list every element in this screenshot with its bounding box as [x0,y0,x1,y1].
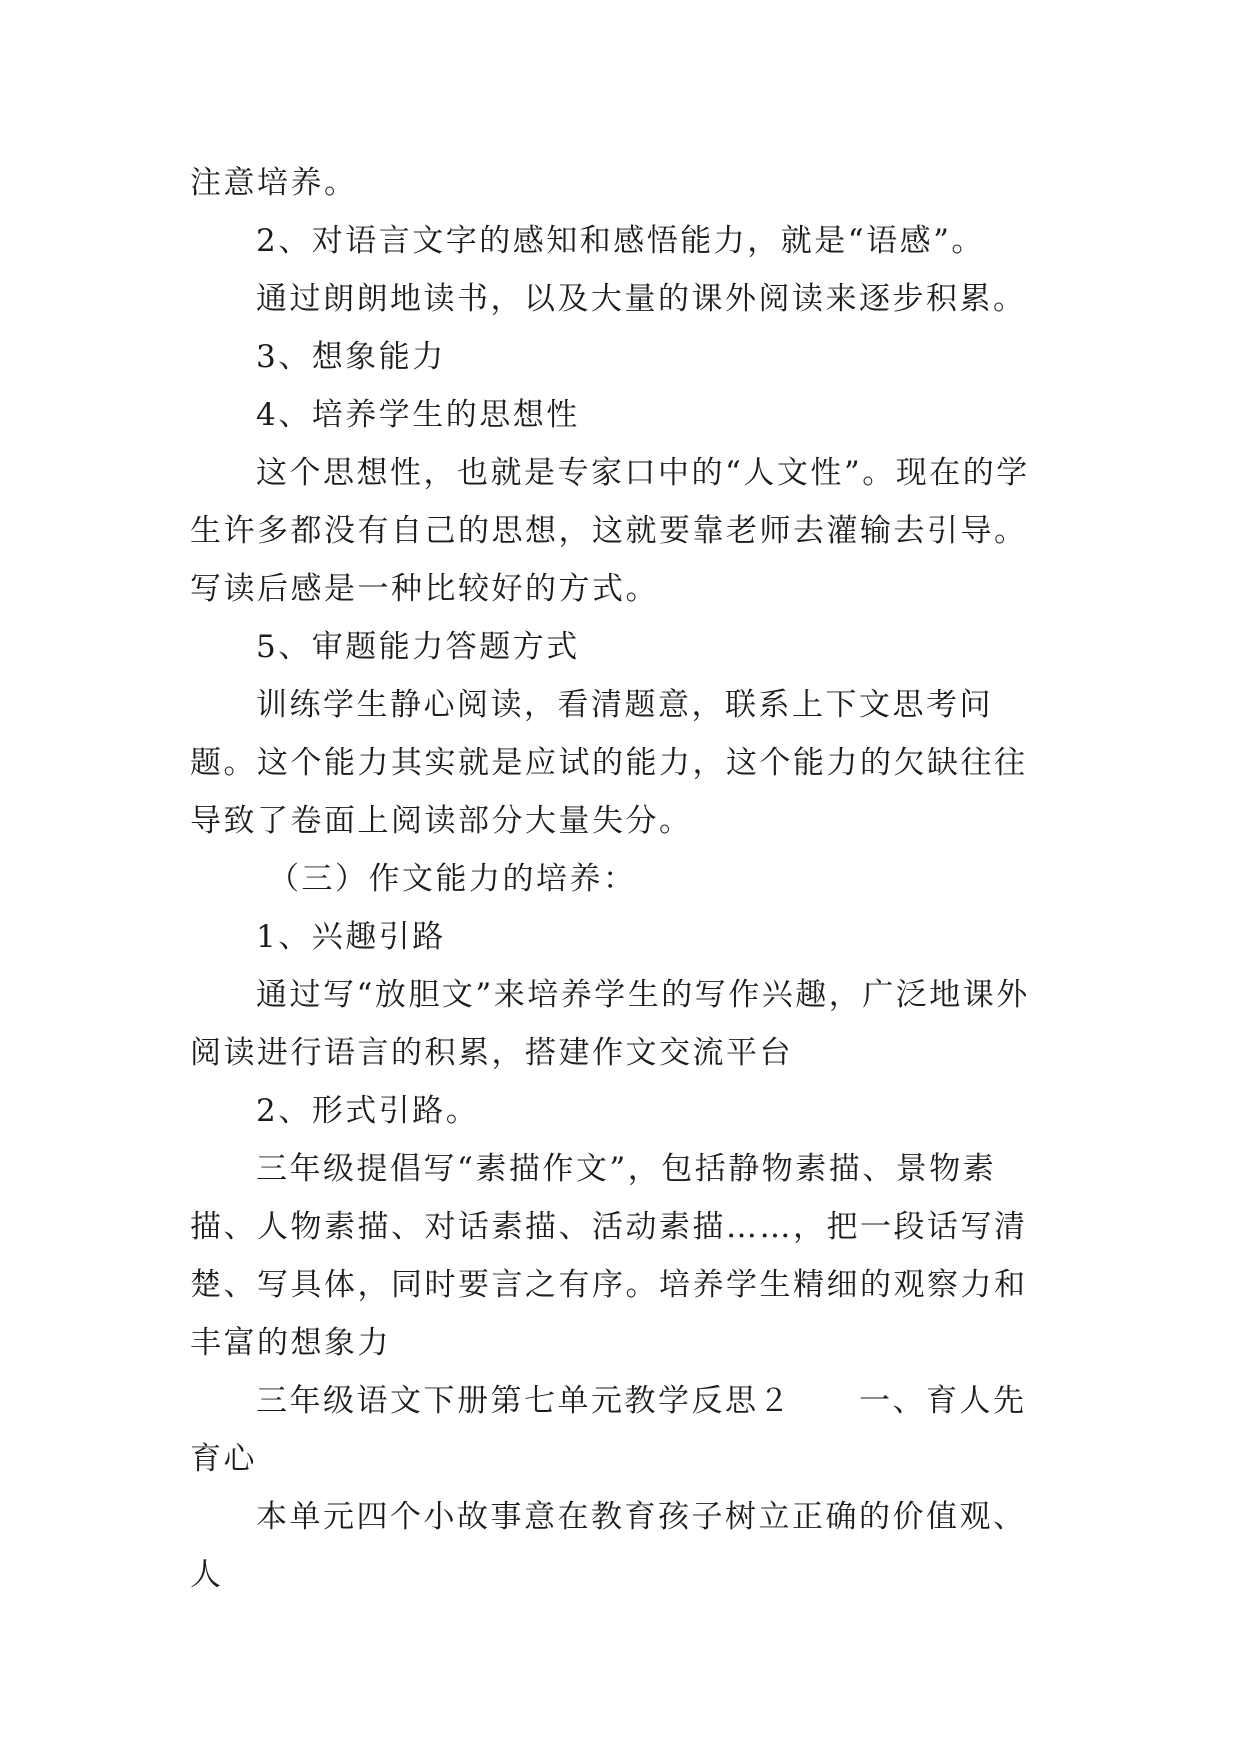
paragraph-writing-item-2-heading: 2、形式引路。 [256,1093,480,1129]
paragraph-item-2-heading: 2、对语言文字的感知和感悟能力，就是“语感”。 [256,223,985,259]
paragraph-sketch-writing: 三年级提倡写“素描作文”，包括静物素描、景物素描、人物素描、对话素描、活动素描……，把一段话写清楚、写具体，同时要言之有序。培养学生精细的观察力和丰富的想象力 [190,1151,1028,1361]
paragraph-thinking: 这个思想性，也就是专家口中的“人文性”。现在的学生许多都没有自己的思想，这就要靠老师去灌输去引导。写读后感是一种比较好的方式。 [190,455,1030,607]
document-body [190,154,1050,1604]
section-heading-writing: （三）作文能力的培养： [268,861,637,897]
paragraph-writing-item-1-heading: 1、兴趣引路 [256,919,446,955]
paragraph-reading-training: 训练学生静心阅读，看清题意，联系上下文思考问题。这个能力其实就是应试的能力，这个能力的欠缺往往导致了卷面上阅读部分大量失分。 [190,687,1028,839]
paragraph-item-5-heading: 5、审题能力答题方式 [256,629,580,665]
paragraph-continuation: 注意培养。 [190,165,358,201]
paragraph-item-4-heading: 4、培养学生的思想性 [256,397,580,433]
paragraph-language-sense: 通过朗朗地读书，以及大量的课外阅读来逐步积累。 [256,281,1027,317]
paragraph-unit-stories: 本单元四个小故事意在教育孩子树立正确的价值观、人 [190,1499,1027,1593]
paragraph-reflection-title: 三年级语文下册第七单元教学反思２ 一、育人先育心 [190,1383,1027,1477]
paragraph-item-3-heading: 3、想象能力 [256,339,446,375]
paragraph-writing-interest: 通过写“放胆文”来培养学生的写作兴趣，广泛地课外阅读进行语言的积累，搭建作文交流平台 [190,977,1030,1071]
